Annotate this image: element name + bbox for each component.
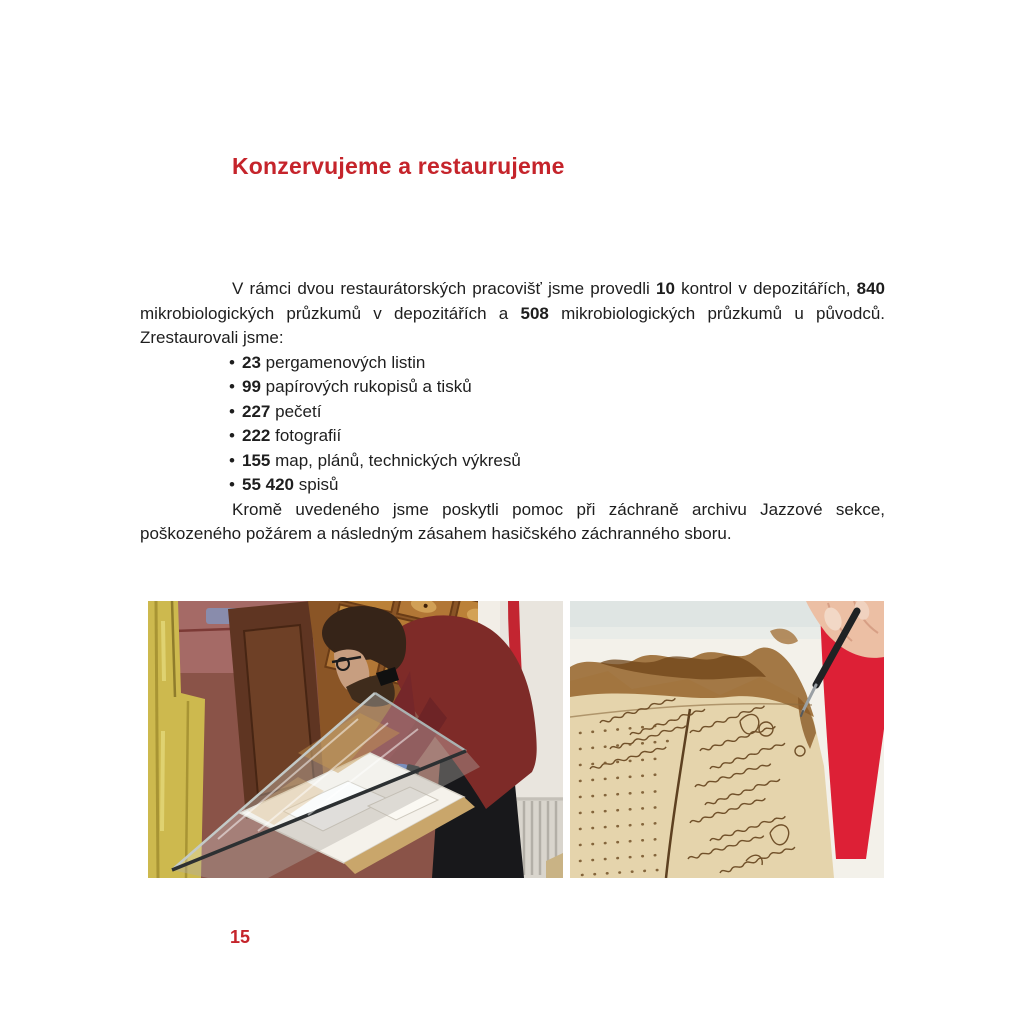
- bullet-icon: •: [229, 450, 235, 470]
- bullet-icon: •: [229, 377, 235, 396]
- item-number: 155: [242, 450, 271, 470]
- intro-text: kontrol v depozitářích,: [674, 279, 857, 298]
- item-number: 23: [242, 352, 261, 372]
- intro-paragraph: [140, 277, 885, 351]
- item-label: pečetí: [275, 401, 322, 421]
- bullet-icon: •: [229, 475, 235, 494]
- body-text: [140, 277, 885, 547]
- item-number: 55 420: [242, 475, 294, 494]
- intro-text: mikrobiologických průzkumů u původců. Zrestaurovali jsme:: [140, 303, 885, 347]
- stat-number: 10: [656, 279, 675, 298]
- item-label: papírových rukopisů a tisků: [265, 377, 472, 396]
- bullet-icon: •: [229, 352, 235, 372]
- intro-text: V rámci dvou restaurátorských pracovišť jsme provedli: [232, 279, 656, 298]
- closing-paragraph: Kromě uvedeného jsme poskytli pomoc při záchraně archivu Jazzové sekce, poškozeného požárem a následným zásahem hasičského záchranného sboru.: [140, 499, 885, 543]
- item-number: 222: [242, 426, 271, 445]
- item-label: fotografií: [275, 426, 342, 445]
- list-item: [229, 449, 885, 474]
- restored-items-list: [140, 351, 885, 498]
- photo-restorer-glass-case: [148, 601, 563, 878]
- list-item: [229, 473, 885, 498]
- photo-manuscript-restoration-image: [570, 601, 884, 878]
- photo-manuscript-restoration: [570, 601, 884, 878]
- stat-number: 840: [856, 279, 885, 298]
- item-label: map, plánů, technických výkresů: [275, 450, 521, 470]
- list-item: [229, 424, 885, 449]
- section-heading: Konzervujeme a restaurujeme: [232, 153, 565, 179]
- bullet-icon: •: [229, 426, 235, 445]
- list-item: [229, 375, 885, 400]
- item-number: 227: [242, 401, 271, 421]
- intro-text: mikrobiologických průzkumů v depozitářích a: [140, 303, 521, 323]
- item-number: 99: [242, 377, 261, 396]
- list-item: [229, 400, 885, 425]
- list-item: [229, 351, 885, 376]
- bullet-icon: •: [229, 401, 235, 421]
- photo-restorer-glass-case-image: [148, 601, 563, 878]
- item-label: spisů: [298, 475, 339, 494]
- stat-number: 508: [520, 303, 549, 323]
- page-number: 15: [230, 927, 251, 947]
- item-label: pergamenových listin: [265, 352, 426, 372]
